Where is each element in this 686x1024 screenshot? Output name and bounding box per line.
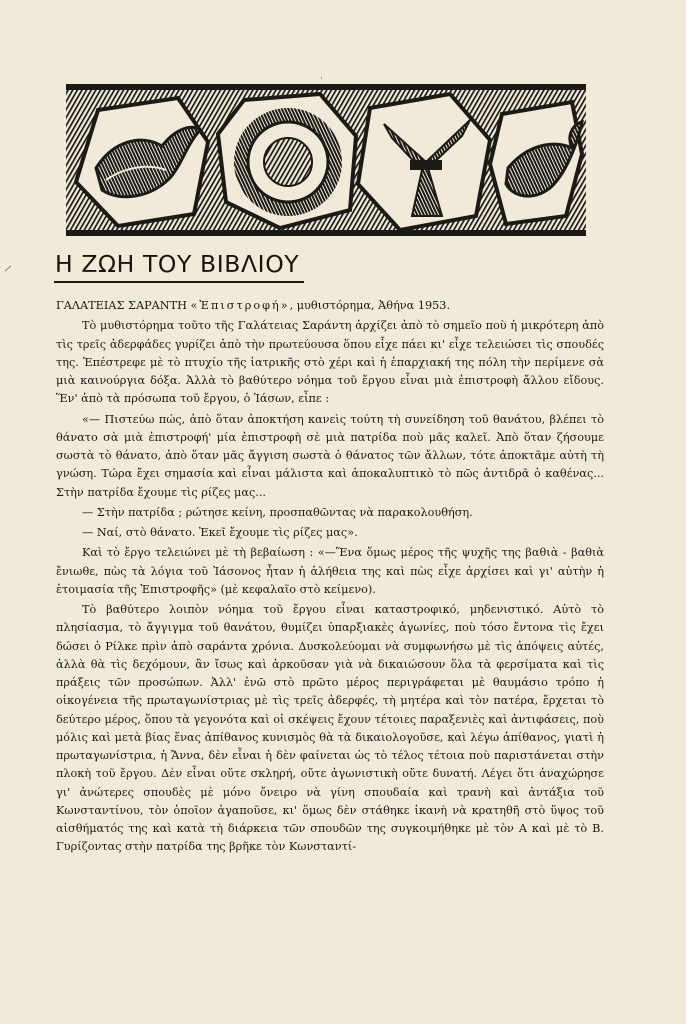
paragraph: — Ναί, στὸ θάνατο. Ἐκεῖ ἔχουμε τὶς ρίζες μας». [82, 526, 358, 539]
paragraph: Καὶ τὸ ἔργο τελειώνει μὲ τὴ βεβαίωση : «—Ἕνα ὅμως μέρος τῆς ψυχῆς της βαθιὰ - βαθιὰ ἔνιωθε, πὼς τὰ λόγια τοῦ Ἰάσονος ἦταν ἡ ἀλήθεια της καὶ πὼς εἶχε ἀρχίσει καὶ γι' αὐτὴν ἡ ἑτοιμασία τῆς Ἐπιστροφῆς» (μὲ κεφαλαῖο στὸ κείμενο). [56, 546, 604, 596]
margin-mark [5, 266, 12, 272]
title-underline [54, 281, 304, 283]
page-title: Η ΖΩΗ ΤΟΥ ΒΙΒΛΙΟΥ [55, 250, 300, 278]
intro-work: «Ἐπιστροφή» [190, 299, 290, 312]
article-body [56, 297, 604, 859]
paragraph: «— Πιστεύω πώς, ἀπὸ ὅταν ἀποκτήση κανεὶς τούτη τὴ συνείδηση τοῦ θανάτου, βλέπει τὸ θάνατο σὰ μιὰ ἐπιστροφή' μία ἐπιστροφὴ σὲ μιὰ πατρίδα ποὺ μᾶς καλεῖ. Ἀπὸ ὅταν ζήσουμε σωστὰ τὸ θάνατο, ἀπὸ ὅταν μᾶς ἄγγιση σωστὰ ὁ θάνατος τῶν ἄλλων, τότε ἀποκτᾶμε αὐτὴ τὴ γνώση. Τώρα ἔχει σημασία καὶ εἶναι μάλιστα καὶ ἀποκαλυπτικὸ τὸ πῶς ἀντιδρᾶ ὁ καθένας... Στὴν πατρίδα ἔχουμε τὶς ρίζες μας... [56, 412, 604, 499]
sun-icon [218, 94, 356, 228]
dove-right-icon [490, 102, 582, 224]
decorative-woodcut-banner [66, 84, 586, 236]
article-intro [56, 297, 604, 315]
paragraph: Τὸ βαθύτερο λοιπὸν νόημα τοῦ ἔργου εἶναι καταστροφικό, μηδενιστικό. Αὐτὸ τὸ πλησίασμα, τὸ ἄγγιγμα τοῦ θανάτου, θυμίζει ὑπαρξιακὲς ἀγωνίες, ποὺ τόσο ἔντονα τὶς ἔχει δώσει ὁ Ρίλκε πρὶν ἀπὸ σαράντα χρόνια. Δυσκολεύομαι νὰ συμφωνήσω μὲ τὶς ἀπόψεις αὐτές, ἀλλὰ θὰ τὶς δεχόμουν, ἂν ἴσως καὶ ἀρκοῦσαν γιὰ νὰ δικαιώσουν ὅλα τὰ φερσίματα καὶ τὶς πράξεις τῶν προσώπων. Ἀλλ' ἐνῶ στὸ πρῶτο μέρος περιγράφεται μὲ θαυμάσιο τρόπο ἡ οἰκογένεια τῆς πρωταγωνίστριας μὲ τὶς τρεῖς ἀδερφές, τὴ μητέρα καὶ τὸν πατέρα, ἔρχεται τὸ δεύτερο μέρος, ὅπου τὰ γεγονότα καὶ οἱ σκέψεις ἔχουν τέτοιες παραξενιὲς καὶ ἀντιφάσεις, ποὺ μόλις καὶ μετὰ βίας ἕνας ἀπίθανος κυνισμὸς θὰ τὰ δικαιολογοῦσε, καὶ λέγω ἀπίθανος, γιατὶ ἡ πρωταγωνίστρια, ἡ Ἄννα, δὲν εἶναι ἡ δὲν φαίνεται ὡς τὸ τέλος τέτοια ποὺ παριστάνεται στὴν πλοκὴ τοῦ ἔργου. Δὲν εἶναι οὔτε σκληρή, οὔτε ἀγωνιστικὴ οὔτε δυνατή. Λέγει ὅτι ἀναχώρησε γι' ἀνώτερες σπουδὲς μὲ μόνο ὄνειρο νὰ γίνη σπουδαία καὶ τρανὴ καὶ ἀντάξια τοῦ Κωνσταντίνου, τὸν ὁποῖον ἀγαποῦσε, κι' ὅμως δὲν στάθηκε ἱκανὴ νὰ κρατηθῆ στὸ ὕψος τοῦ αἰσθήματός της καὶ κατὰ τὴ διάρκεια τῶν σπουδῶν της συγκοιμήθηκε μὲ τὸν Α καὶ μὲ τὸ Β. Γυρίζοντας στὴν πατρίδα της βρῆκε τὸν Κωνσταντί- [56, 603, 604, 854]
paragraph: — Στὴν πατρίδα ; ρώτησε κείνη, προσπαθῶντας νὰ παρακολουθήση. [82, 505, 473, 519]
paragraph: Τὸ μυθιστόρημα τοῦτο τῆς Γαλάτειας Σαράντη ἀρχίζει ἀπὸ τὸ σημεῖο ποὺ ἡ μικρότερη ἀπὸ τὶς τρεῖς ἀδερφάδες γυρίζει ἀπὸ τὴν πρωτεύουσα ὅπου εἶχε πάει κι' εἶχε τελειώσει τὶς σπουδές της. Ἐπέστρεφε μὲ τὸ πτυχίο τῆς ἰατρικῆς στὸ χέρι καὶ ἡ ἐπαρχιακή της πόλη τὴν περίμενε σὰ μιὰ καινούργια δόξα. Ἀλλὰ τὸ βαθύτερο νόημα τοῦ ἔργου εἶναι μιὰ ἐπιστροφὴ ἄλλου εἴδους. Ἕν' ἀπὸ τὰ πρόσωπα τοῦ ἔργου, ὁ Ἰάσων, εἶπε : [56, 319, 604, 406]
print-mark: · [320, 74, 323, 84]
intro-author: ΓΑΛΑΤΕΙΑΣ ΣΑΡΑΝΤΗ [56, 299, 187, 312]
intro-rest: , μυθιστόρημα, Ἀθήνα 1953. [289, 299, 451, 312]
